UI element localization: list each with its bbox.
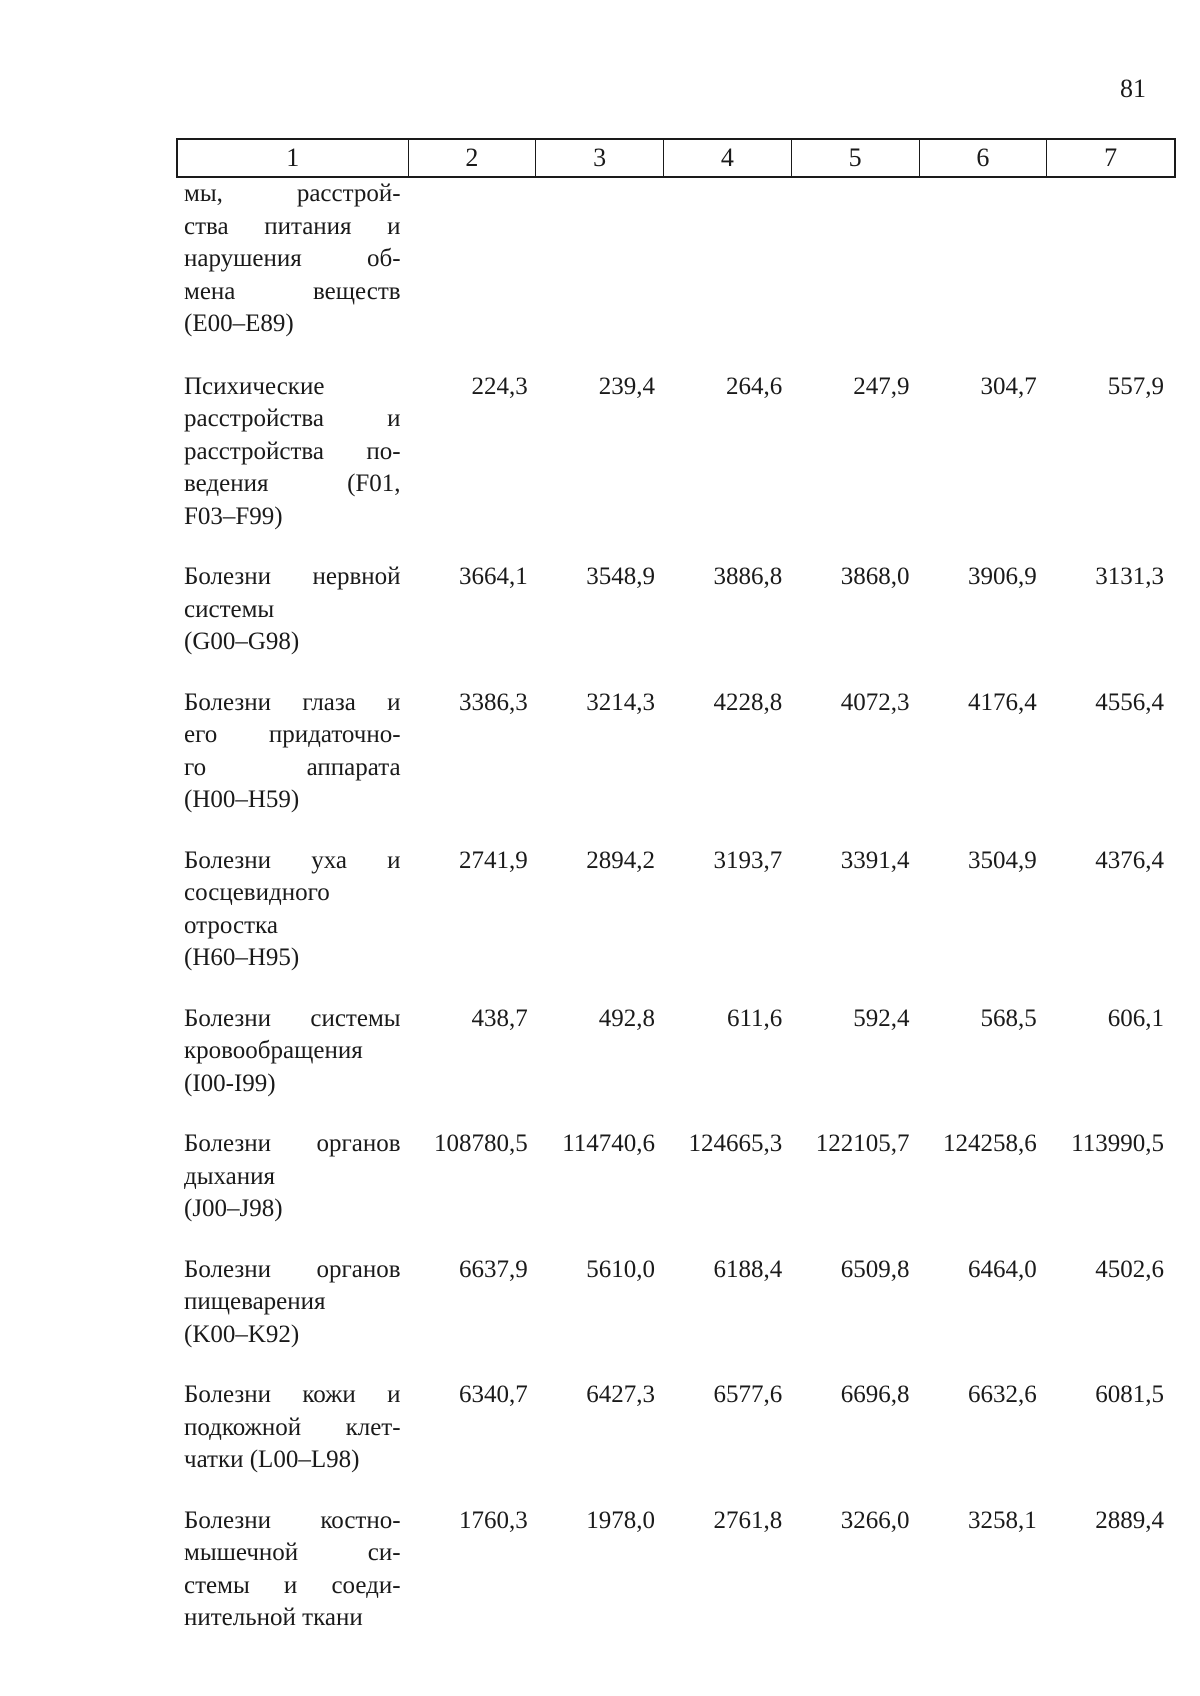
- row-label-line: (E00–E89): [184, 310, 294, 337]
- table-row: [176, 1505, 1176, 1635]
- row-label: [176, 1505, 413, 1635]
- row-label: [176, 845, 413, 975]
- column-header-4: 4: [663, 140, 791, 176]
- cell-value: 568,5: [980, 1004, 1037, 1032]
- row-label-line: (I00-I99): [184, 1069, 276, 1097]
- row-label-line: Болезни глаза и: [184, 688, 401, 716]
- cell-value: 4502,6: [1095, 1255, 1164, 1283]
- cell-value: 3664,1: [459, 563, 528, 590]
- table-row: [176, 1379, 1176, 1477]
- page-number: 81: [1120, 74, 1146, 103]
- row-label-line: нарушения об-: [184, 245, 401, 272]
- cell-value: 1760,3: [459, 1506, 528, 1534]
- cell-value: 6464,0: [967, 1255, 1037, 1283]
- cell-value: 3504,9: [967, 846, 1037, 874]
- cell-value: 3193,7: [713, 846, 783, 874]
- row-label: [176, 1254, 413, 1352]
- cell-value: 3906,9: [967, 563, 1037, 590]
- cell-value: 4176,4: [967, 688, 1037, 716]
- cell-value: 6340,7: [459, 1381, 528, 1408]
- cell-value: 264,6: [726, 372, 783, 400]
- column-header-3: 3: [535, 140, 663, 176]
- cell-value: 3548,9: [586, 563, 656, 590]
- cell-value: 114740,6: [562, 1130, 656, 1157]
- cell-value: [413, 178, 540, 341]
- cell-value: 6188,4: [713, 1255, 783, 1283]
- row-label-line: отростка: [184, 911, 278, 939]
- row-label-line: Болезни нервной: [184, 563, 401, 590]
- row-label-line: (J00–J98): [184, 1195, 283, 1222]
- table-row: [176, 178, 1176, 341]
- row-label-line: Болезни костно-: [184, 1506, 401, 1534]
- table-row: [176, 561, 1176, 659]
- row-label: [176, 178, 413, 341]
- row-label-line: нительной ткани: [184, 1604, 363, 1631]
- cell-value: 611,6: [726, 1004, 783, 1032]
- row-label-line: чатки (L00–L98): [184, 1446, 360, 1473]
- cell-value: 124665,3: [688, 1130, 783, 1157]
- cell-value: 592,4: [853, 1004, 910, 1032]
- row-label-line: мена веществ: [184, 277, 401, 305]
- cell-value: 3868,0: [840, 563, 910, 590]
- column-header-6: 6: [919, 140, 1047, 176]
- row-label-line: кровообращения: [184, 1037, 363, 1064]
- cell-value: 2741,9: [459, 846, 528, 874]
- cell-value: 1978,0: [586, 1506, 656, 1534]
- cell-value: 6577,6: [713, 1381, 783, 1408]
- row-label-line: Болезни кожи и: [184, 1381, 401, 1408]
- row-label-line: стемы и соеди-: [184, 1571, 401, 1599]
- cell-value: 3258,1: [967, 1506, 1037, 1534]
- cell-value: 4228,8: [713, 688, 783, 716]
- row-label: [176, 561, 413, 659]
- row-label-line: Болезни уха и: [184, 846, 401, 874]
- column-header-1: 1: [286, 143, 300, 172]
- cell-value: 2889,4: [1095, 1506, 1164, 1534]
- cell-value: [540, 178, 667, 341]
- row-label: [176, 687, 413, 817]
- cell-value: 3131,3: [1095, 563, 1164, 590]
- cell-value: 122105,7: [815, 1130, 910, 1157]
- row-label-line: Психические: [184, 372, 325, 400]
- cell-value: 2894,2: [586, 846, 656, 874]
- row-label-line: системы: [184, 595, 275, 623]
- row-label-line: расстройства и: [184, 405, 401, 432]
- row-label: [176, 1379, 413, 1477]
- row-label: [176, 1003, 413, 1101]
- row-label-line: ства питания и: [184, 212, 401, 240]
- cell-value: 2761,8: [713, 1506, 783, 1534]
- cell-value: 6637,9: [459, 1255, 528, 1283]
- row-label-line: дыхания: [184, 1162, 276, 1190]
- row-label-line: ведения (F01,: [184, 470, 401, 497]
- cell-value: 3391,4: [840, 846, 910, 874]
- cell-value: 606,1: [1107, 1004, 1164, 1032]
- cell-value: 6427,3: [586, 1381, 656, 1408]
- cell-value: 6509,8: [840, 1255, 910, 1283]
- row-label: [176, 1128, 413, 1226]
- row-label-line: мы, расстрой-: [184, 180, 401, 207]
- row-label-line: F03–F99): [184, 502, 283, 530]
- cell-value: 5610,0: [586, 1255, 656, 1283]
- row-label-line: пищеварения: [184, 1288, 326, 1315]
- table-row: [176, 1254, 1176, 1352]
- cell-value: 438,7: [471, 1004, 528, 1032]
- row-label-line: Болезни системы: [184, 1004, 401, 1032]
- cell-value: 108780,5: [434, 1130, 528, 1157]
- cell-value: [667, 178, 794, 341]
- cell-value: 247,9: [853, 372, 910, 400]
- row-label-line: Болезни органов: [184, 1130, 401, 1157]
- column-header-2: 2: [408, 140, 536, 176]
- cell-value: 304,7: [980, 372, 1037, 400]
- cell-value: 224,3: [471, 372, 528, 400]
- row-label: [176, 371, 413, 534]
- row-label-line: Болезни органов: [184, 1255, 401, 1283]
- row-label-line: (G00–G98): [184, 628, 300, 655]
- cell-value: 4072,3: [840, 688, 910, 716]
- column-header-5: 5: [791, 140, 919, 176]
- row-label-line: (K00–K92): [184, 1320, 300, 1348]
- table-header-row: [176, 138, 1176, 178]
- cell-value: 557,9: [1107, 372, 1164, 400]
- cell-value: 4556,4: [1095, 688, 1164, 716]
- cell-value: [794, 178, 921, 341]
- cell-value: [922, 178, 1049, 341]
- cell-value: 4376,4: [1095, 846, 1164, 874]
- row-label-line: го аппарата: [184, 753, 401, 781]
- cell-value: 3386,3: [459, 688, 528, 716]
- statistics-table: [176, 138, 1176, 1663]
- row-label-line: мышечной си-: [184, 1539, 401, 1566]
- cell-value: 239,4: [598, 372, 656, 400]
- cell-value: 492,8: [598, 1004, 656, 1032]
- table-row: [176, 1003, 1176, 1101]
- cell-value: 124258,6: [942, 1130, 1037, 1157]
- column-header-7: 7: [1046, 140, 1174, 176]
- table-row: [176, 371, 1176, 534]
- row-label-line: сосцевидного: [184, 879, 330, 906]
- cell-value: 6081,5: [1095, 1381, 1164, 1408]
- table-body: [176, 178, 1176, 1635]
- cell-value: 3214,3: [586, 688, 656, 716]
- row-label-line: (H00–H59): [184, 786, 300, 813]
- cell-value: 3886,8: [713, 563, 783, 590]
- row-label-line: (H60–H95): [184, 944, 300, 971]
- row-label-line: подкожной клет-: [184, 1413, 401, 1441]
- cell-value: 6696,8: [840, 1381, 910, 1408]
- cell-value: 3266,0: [840, 1506, 910, 1534]
- cell-value: 113990,5: [1071, 1130, 1164, 1157]
- row-label-line: его придаточно-: [184, 721, 401, 748]
- cell-value: 6632,6: [967, 1381, 1037, 1408]
- row-label-line: расстройства по-: [184, 437, 401, 465]
- table-row: [176, 1128, 1176, 1226]
- cell-value: [1049, 178, 1176, 341]
- table-row: [176, 687, 1176, 817]
- table-row: [176, 845, 1176, 975]
